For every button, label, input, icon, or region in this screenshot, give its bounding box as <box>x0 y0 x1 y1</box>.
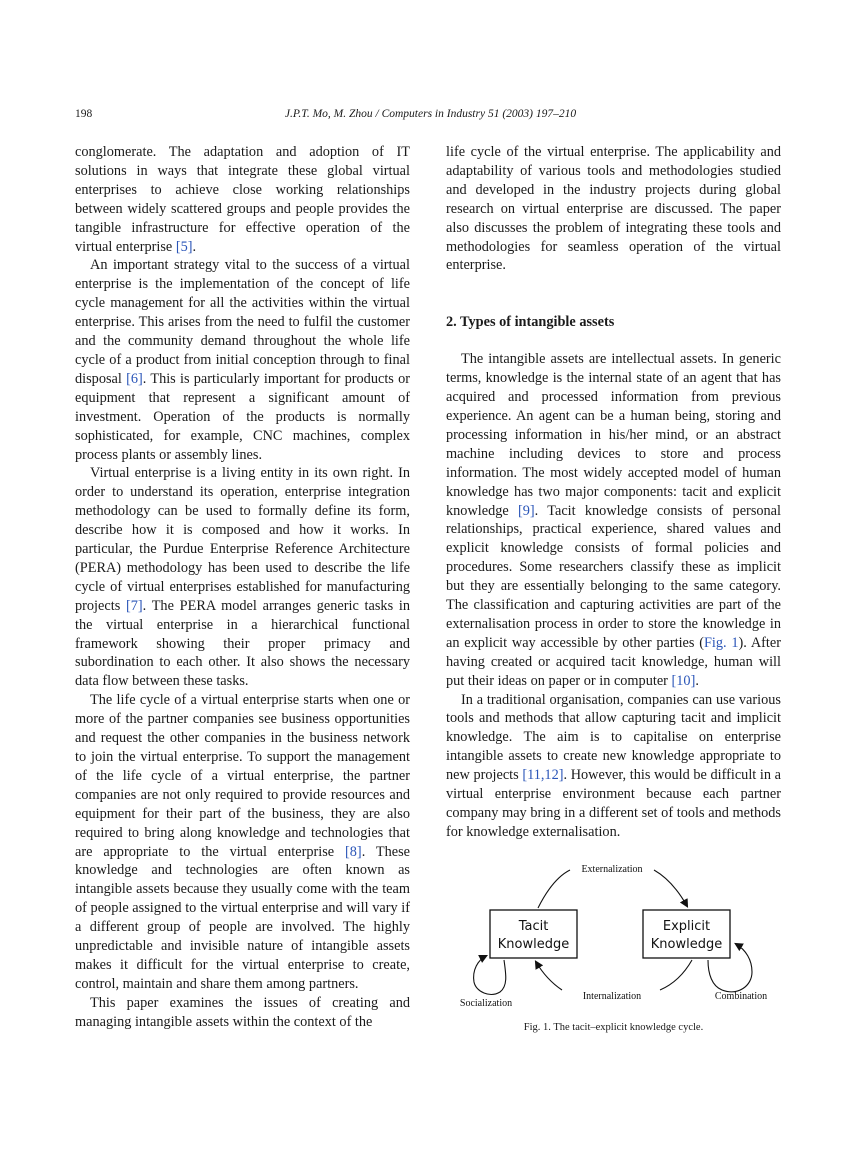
right-column <box>446 143 781 842</box>
internalization-line-right <box>660 960 692 990</box>
page-number: 198 <box>75 108 93 120</box>
externalization-line-left <box>538 870 570 908</box>
paragraph: This paper examines the issues of creating and managing intangible assets within the context of the <box>75 994 410 1030</box>
internalization-arrow <box>536 962 562 990</box>
citation-link[interactable]: [7] <box>125 597 143 614</box>
paragraph: conglomerate. The adaptation and adoption of IT solutions in ways that integrate these global virtual enterprises to achieve close working relationships between widely scattered groups and people provides the tangible infrastructure for effective operation of the virtual enterprise [5]. <box>75 144 410 255</box>
figure-caption: Fig. 1. The tacit–explicit knowledge cycle. <box>523 1022 704 1033</box>
paragraph: In a traditional organisation, companies can use various tools and methods that allow capturing tacit and implicit knowledge. The aim is to capitalise on enterprise intangible assets to create new knowledge appropriate to new projects [11,12]. However, this would be difficult in a virtual enterprise environment because each partner company may bring in a different set of tools and methods for knowledge externalisation. <box>446 691 781 840</box>
running-head: J.P.T. Mo, M. Zhou / Computers in Industry 51 (2003) 197–210 <box>284 108 577 120</box>
citation-link[interactable]: [6] <box>126 370 143 387</box>
section-heading: 2. Types of intangible assets <box>446 314 615 331</box>
socialization-label: Socialization <box>459 998 513 1009</box>
combination-label: Combination <box>714 991 768 1002</box>
explicit-label: Explicit <box>662 919 711 934</box>
citation-link[interactable]: [5] <box>175 238 193 255</box>
tacit-label: Tacit <box>518 919 549 934</box>
figure-1 <box>446 858 781 1043</box>
page-header <box>75 108 786 124</box>
citation-link[interactable]: [10] <box>671 672 696 689</box>
paragraph: Virtual enterprise is a living entity in its own right. In order to understand its operation, enterprise integration methodology can be used to formally define its form, describe how it is composed and how it works. In particular, the Purdue Enterprise Reference Architecture (PERA) methodology has been used to describe the life cycle of virtual enterprises established for manufacturing projects [7]. The PERA model arranges generic tasks in the virtual enterprise in a hierarchical functional framework showing their proper primacy and subordination to each other. It also shows the necessary data flow between these tasks. <box>75 465 410 690</box>
paragraph: The intangible assets are intellectual assets. In generic terms, knowledge is the internal state of an agent that has acquired and processed information from previous experience. An agent can be a human being, storing and processing information in his/her mind, or an abstract machine including devices to store and process information. The most widely accepted model of human knowledge has two major components: tacit and explicit knowledge [9]. Tacit knowledge consists of personal relationships, practical experience, shared values and explicit knowledge consists of formal policies and procedures. Some researchers classify these as implicit but they are essentially belonging to the same category. The classification and capturing activities are part of the externalisation process in order to store the knowledge in an explicit way accessible by other parties (Fig. 1). After having created or acquired tacit knowledge, human will put their ideas on paper or in computer [10]. <box>446 351 781 689</box>
citation-link[interactable]: [11,12] <box>522 767 564 784</box>
citation-link[interactable]: [8] <box>345 843 362 860</box>
socialization-arrow <box>474 956 506 994</box>
tacit-knowledge-label: Knowledge <box>497 937 570 952</box>
left-column <box>75 143 410 1032</box>
figure-link[interactable]: Fig. 1 <box>703 634 739 651</box>
paragraph: The life cycle of a virtual enterprise starts when one or more of the partner companies see business opportunities and request the other companies in the business network to join the virtual enterprise. To support the management of the life cycle of a virtual enterprise, the partner companies are not only required to provide resources and equipment for their part of the business, they are also required to bring along knowledge and technologies that are appropriate to the virtual enterprise [8]. These knowledge and technologies are often known as intangible assets because they usually come with the team of people assigned to the virtual enterprise and will vary if a different group of people are involved. The highly unpredictable and invisible nature of intangible assets makes it difficult for the virtual enterprise to create, control, maintain and share them among partners. <box>75 692 411 992</box>
knowledge-cycle-diagram <box>446 858 781 1018</box>
externalization-arrow <box>654 870 687 906</box>
citation-link[interactable]: [9] <box>518 502 535 519</box>
externalization-label: Externalization <box>581 864 643 875</box>
internalization-label: Internalization <box>582 991 642 1002</box>
paragraph: life cycle of the virtual enterprise. The applicability and adaptability of various tools and methodologies studied and developed in the industry projects during global research on virtual enterprise are discussed. The paper also discusses the problem of integrating these tools and methodologies for seamless operation of the virtual enterprise. <box>446 144 781 274</box>
explicit-knowledge-label: Knowledge <box>650 937 723 952</box>
paragraph: An important strategy vital to the success of a virtual enterprise is the implementation of the concept of life cycle management for all the activities within the virtual enterprise. This arises from the need to fulfil the customer and the community demand throughout the whole life cycle of a product from initial conception through to final disposal [6]. This is particularly important for products or equipment that represent a significant amount of investment. Operation of the products is normally sophisticated, for example, CNC machines, complex process plants or assembly lines. <box>75 257 411 463</box>
